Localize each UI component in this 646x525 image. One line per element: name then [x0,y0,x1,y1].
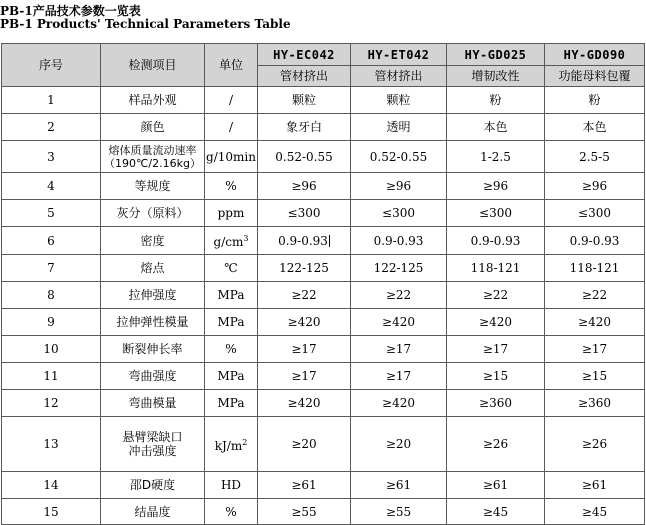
row-no: 2 [2,114,101,141]
table-row [2,417,645,472]
row-unit: g/cm [213,235,244,249]
row-value: ≥55 [258,499,351,525]
row-item: 等规度 [101,173,205,200]
row-unit: MPa [205,390,258,417]
row-unit: MPa [205,282,258,309]
row-unit: MPa [205,363,258,390]
header-unit: 单位 [205,44,258,87]
row-no: 8 [2,282,101,309]
row-item: 结晶度 [101,499,205,525]
table-row [2,114,645,141]
row-value: ≥360 [447,390,545,417]
row-item [101,417,205,472]
header-no: 序号 [2,44,101,87]
product-use-1: 管材挤出 [258,66,351,87]
row-value: ≥17 [258,336,351,363]
table-row [2,200,645,227]
row-item: 熔点 [101,255,205,282]
row-unit-cell [205,227,258,255]
row-unit: MPa [205,309,258,336]
row-value: 0.9-0.93 [278,233,328,248]
row-item: 断裂伸长率 [101,336,205,363]
table-row [2,173,645,200]
table-row [2,390,645,417]
row-value: ≥420 [351,309,447,336]
row-value: ≥17 [351,336,447,363]
row-value: ≥22 [545,282,645,309]
row-value: ≥360 [545,390,645,417]
row-no: 5 [2,200,101,227]
row-no: 6 [2,227,101,255]
row-value: ≥45 [545,499,645,525]
row-no: 12 [2,390,101,417]
row-value: 颗粒 [258,87,351,114]
row-value: ≥96 [351,173,447,200]
row-item: 弯曲强度 [101,363,205,390]
table-row [2,141,645,173]
row-unit: % [205,499,258,525]
row-unit: % [205,173,258,200]
table-row [2,282,645,309]
row-item: 颜色 [101,114,205,141]
row-value: ≥61 [447,472,545,499]
table-title-cn: PB-1产品技术参数一览表 [0,4,141,18]
row-value: 本色 [545,114,645,141]
row-value: ≥15 [447,363,545,390]
row-value: ≥26 [447,417,545,472]
row-no: 4 [2,173,101,200]
row-value: ≥17 [447,336,545,363]
product-code-4: HY-GD090 [545,44,645,66]
row-unit: / [205,87,258,114]
row-no: 15 [2,499,101,525]
row-unit: % [205,336,258,363]
row-value: ≥96 [545,173,645,200]
row-value: ≥17 [351,363,447,390]
row-value: 122-125 [351,255,447,282]
row-value: ≥55 [351,499,447,525]
row-item: 密度 [101,227,205,255]
table-row [2,87,645,114]
product-use-2: 管材挤出 [351,66,447,87]
row-no: 1 [2,87,101,114]
row-value: ≤300 [258,200,351,227]
row-item-line2: （190℃/2.16kg） [104,156,201,170]
table-row [2,363,645,390]
row-no: 11 [2,363,101,390]
row-no: 9 [2,309,101,336]
row-value: 118-121 [447,255,545,282]
row-value: 粉 [447,87,545,114]
text-cursor [329,235,330,247]
row-item: 样品外观 [101,87,205,114]
row-value: ≥420 [447,309,545,336]
row-unit: HD [205,472,258,499]
row-item: 拉伸弹性模量 [101,309,205,336]
row-no: 10 [2,336,101,363]
row-value: 0.9-0.93 [447,227,545,255]
row-value: ≥26 [545,417,645,472]
row-value: 粉 [545,87,645,114]
row-item-line1: 熔体质量流动速率 [108,143,197,157]
row-value: 颗粒 [351,87,447,114]
row-value: ≥20 [258,417,351,472]
table-row [2,472,645,499]
row-value: ≥22 [447,282,545,309]
row-value-cell[interactable] [258,227,351,255]
row-value: 118-121 [545,255,645,282]
row-item: 拉伸强度 [101,282,205,309]
table-row [2,227,645,255]
row-item: 邵D硬度 [101,472,205,499]
row-unit: kJ/m [214,438,243,453]
header-item: 检测项目 [101,44,205,87]
row-value: ≥61 [351,472,447,499]
row-value: 2.5-5 [545,141,645,173]
row-unit-cell [205,417,258,472]
row-value: ≥22 [351,282,447,309]
row-unit: ℃ [205,255,258,282]
row-item-line1: 悬臂梁缺口 [122,430,183,444]
row-value: ≥96 [258,173,351,200]
product-code-3: HY-GD025 [447,44,545,66]
table-row [2,499,645,525]
row-item: 弯曲模量 [101,390,205,417]
row-value: ≤300 [545,200,645,227]
row-value: ≥45 [447,499,545,525]
row-value: 透明 [351,114,447,141]
row-unit: ppm [205,200,258,227]
table-row [2,255,645,282]
row-value: ≥61 [545,472,645,499]
parameters-table [1,43,645,525]
row-value: ≥20 [351,417,447,472]
row-value: ≤300 [447,200,545,227]
row-unit: / [205,114,258,141]
row-item-line2: 冲击强度 [128,444,177,458]
row-value: ≥420 [258,390,351,417]
row-value: ≥96 [447,173,545,200]
row-unit: g/10min [205,141,258,173]
row-value: ≥15 [545,363,645,390]
row-value: ≥420 [545,309,645,336]
product-code-1: HY-EC042 [258,44,351,66]
row-value: 本色 [447,114,545,141]
row-value: ≥61 [258,472,351,499]
product-code-2: HY-ET042 [351,44,447,66]
row-no: 7 [2,255,101,282]
unit-superscript: 3 [243,234,249,243]
row-no: 14 [2,472,101,499]
row-value: ≥22 [258,282,351,309]
unit-superscript: 2 [242,437,248,447]
table-row [2,309,645,336]
product-use-4: 功能母料包覆 [545,66,645,87]
row-value: 0.9-0.93 [351,227,447,255]
row-value: ≥420 [258,309,351,336]
row-value: 0.9-0.93 [545,227,645,255]
row-value: 122-125 [258,255,351,282]
row-value: 1-2.5 [447,141,545,173]
row-value: 象牙白 [258,114,351,141]
table-title-en: PB-1 Products' Technical Parameters Table [0,17,291,31]
row-value: ≥17 [258,363,351,390]
table-row [2,336,645,363]
row-item [101,141,205,173]
row-value: 0.52-0.55 [258,141,351,173]
product-use-3: 增韧改性 [447,66,545,87]
row-value: 0.52-0.55 [351,141,447,173]
row-no: 3 [2,141,101,173]
row-value: ≤300 [351,200,447,227]
row-value: ≥17 [545,336,645,363]
row-value: ≥420 [351,390,447,417]
row-no: 13 [2,417,101,472]
row-item: 灰分（原料） [101,200,205,227]
